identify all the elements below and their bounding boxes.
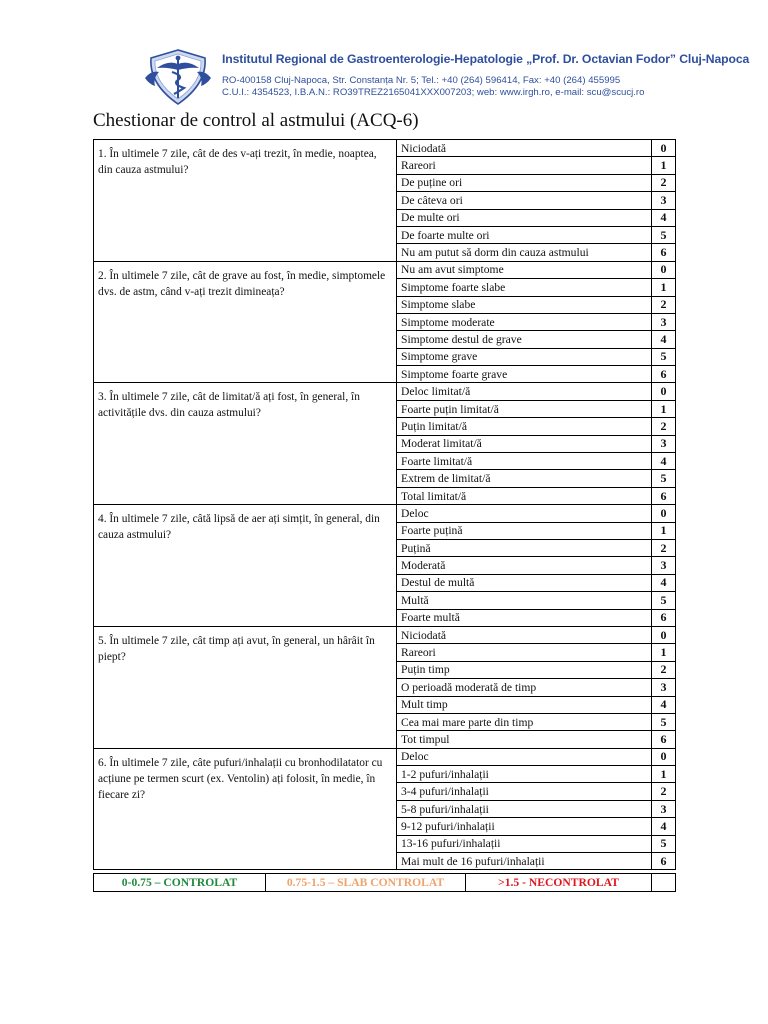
institute-name: Institutul Regional de Gastroenterologie-Hepatologie „Prof. Dr. Octavian Fodor” Cluj-Napoca xyxy=(222,52,750,66)
answer-option[interactable]: Foarte multă xyxy=(397,609,652,626)
answer-score: 5 xyxy=(652,470,676,487)
legend-total-cell xyxy=(652,874,676,892)
answer-row xyxy=(94,261,676,278)
page-title: Chestionar de control al astmului (ACQ-6) xyxy=(93,110,419,131)
answer-option[interactable]: 3-4 pufuri/inhalații xyxy=(397,783,652,800)
answer-option[interactable]: Puțină xyxy=(397,539,652,556)
answer-option[interactable]: Simptome moderate xyxy=(397,313,652,330)
legend-partly-controlled: 0.75-1.5 – SLAB CONTROLAT xyxy=(266,874,466,892)
answer-score: 4 xyxy=(652,574,676,591)
answer-option[interactable]: Foarte limitat/ă xyxy=(397,453,652,470)
answer-option[interactable]: Extrem de limitat/ă xyxy=(397,470,652,487)
answer-option[interactable]: Moderată xyxy=(397,557,652,574)
answer-option[interactable]: Deloc xyxy=(397,505,652,522)
caduceus-logo-icon xyxy=(143,48,213,106)
answer-option[interactable]: 1-2 pufuri/inhalații xyxy=(397,766,652,783)
answer-row xyxy=(94,626,676,643)
answer-option[interactable]: Niciodată xyxy=(397,140,652,157)
answer-score: 0 xyxy=(652,505,676,522)
answer-score: 1 xyxy=(652,522,676,539)
answer-score: 6 xyxy=(652,609,676,626)
answer-option[interactable]: Cea mai mare parte din timp xyxy=(397,713,652,730)
legend-controlled: 0-0.75 – CONTROLAT xyxy=(94,874,266,892)
answer-option[interactable]: Deloc xyxy=(397,748,652,765)
answer-score: 1 xyxy=(652,400,676,417)
question-text: 6. În ultimele 7 zile, câte pufuri/inhalații cu bronhodilatator cu acțiune pe termen scurt (ex. Ventolin) ați folosit, în medie, în fiecare zi? xyxy=(94,748,397,870)
answer-option[interactable]: Simptome foarte slabe xyxy=(397,279,652,296)
institute-header xyxy=(143,48,750,106)
answer-score: 2 xyxy=(652,296,676,313)
answer-option[interactable]: Mult timp xyxy=(397,696,652,713)
answer-score: 0 xyxy=(652,748,676,765)
answer-option[interactable]: Simptome slabe xyxy=(397,296,652,313)
answer-option[interactable]: Total limitat/ă xyxy=(397,487,652,504)
answer-score: 4 xyxy=(652,453,676,470)
answer-score: 2 xyxy=(652,783,676,800)
question-text: 4. În ultimele 7 zile, câtă lipsă de aer ați simțit, în general, din cauza astmului? xyxy=(94,505,397,627)
institute-address: RO-400158 Cluj-Napoca, Str. Constanța Nr. 5; Tel.: +40 (264) 596414, Fax: +40 (264) 455995 xyxy=(222,75,621,86)
answer-option[interactable]: De foarte multe ori xyxy=(397,226,652,243)
question-text: 5. În ultimele 7 zile, cât timp ați avut, în general, un hârâit în piept? xyxy=(94,626,397,748)
answer-score: 6 xyxy=(652,244,676,261)
answer-row xyxy=(94,748,676,765)
answer-option[interactable]: O perioadă moderată de timp xyxy=(397,679,652,696)
answer-score: 1 xyxy=(652,279,676,296)
answer-option[interactable]: De puține ori xyxy=(397,174,652,191)
answer-score: 3 xyxy=(652,557,676,574)
answer-option[interactable]: Puțin timp xyxy=(397,661,652,678)
answer-score: 4 xyxy=(652,331,676,348)
answer-option[interactable]: Tot timpul xyxy=(397,731,652,748)
answer-score: 3 xyxy=(652,192,676,209)
institute-ids: C.U.I.: 4354523, I.B.A.N.: RO39TREZ2165041XXX007203; web: www.irgh.ro, e-mail: scu@scucj.ro xyxy=(222,87,645,98)
answer-option[interactable]: Niciodată xyxy=(397,626,652,643)
answer-score: 1 xyxy=(652,766,676,783)
legend-uncontrolled: >1.5 - NECONTROLAT xyxy=(466,874,652,892)
answer-score: 6 xyxy=(652,366,676,383)
answer-row xyxy=(94,383,676,400)
answer-score: 6 xyxy=(652,487,676,504)
answer-score: 2 xyxy=(652,418,676,435)
answer-score: 5 xyxy=(652,713,676,730)
answer-option[interactable]: Foarte puțin limitat/ă xyxy=(397,400,652,417)
answer-score: 3 xyxy=(652,800,676,817)
legend-table xyxy=(93,873,676,892)
question-text: 2. În ultimele 7 zile, cât de grave au fost, în medie, simptomele dvs. de astm, când v-ați trezit dimineața? xyxy=(94,261,397,383)
answer-option[interactable]: Simptome grave xyxy=(397,348,652,365)
answer-score: 6 xyxy=(652,731,676,748)
answer-score: 0 xyxy=(652,261,676,278)
answer-row xyxy=(94,140,676,157)
answer-score: 4 xyxy=(652,818,676,835)
answer-score: 2 xyxy=(652,174,676,191)
answer-option[interactable]: Nu am avut simptome xyxy=(397,261,652,278)
answer-score: 1 xyxy=(652,157,676,174)
answer-score: 2 xyxy=(652,661,676,678)
answer-option[interactable]: 5-8 pufuri/inhalații xyxy=(397,800,652,817)
answer-score: 3 xyxy=(652,313,676,330)
answer-option[interactable]: Foarte puțină xyxy=(397,522,652,539)
answer-option[interactable]: Destul de multă xyxy=(397,574,652,591)
answer-score: 4 xyxy=(652,696,676,713)
answer-option[interactable]: Mai mult de 16 pufuri/inhalații xyxy=(397,853,652,870)
answer-score: 2 xyxy=(652,539,676,556)
answer-score: 5 xyxy=(652,835,676,852)
answer-option[interactable]: De câteva ori xyxy=(397,192,652,209)
answer-score: 3 xyxy=(652,435,676,452)
question-text: 1. În ultimele 7 zile, cât de des v-ați trezit, în medie, noaptea, din cauza astmului? xyxy=(94,140,397,262)
answer-row xyxy=(94,505,676,522)
answer-score: 3 xyxy=(652,679,676,696)
questionnaire-table xyxy=(93,139,676,870)
answer-score: 4 xyxy=(652,209,676,226)
answer-option[interactable]: Multă xyxy=(397,592,652,609)
answer-option[interactable]: Puțin limitat/ă xyxy=(397,418,652,435)
answer-score: 0 xyxy=(652,626,676,643)
answer-option[interactable]: Simptome foarte grave xyxy=(397,366,652,383)
answer-score: 5 xyxy=(652,592,676,609)
answer-score: 6 xyxy=(652,853,676,870)
answer-option[interactable]: Deloc limitat/ă xyxy=(397,383,652,400)
answer-option[interactable]: Rareori xyxy=(397,644,652,661)
question-text: 3. În ultimele 7 zile, cât de limitat/ă ați fost, în general, în activitățile dvs. din cauza astmului? xyxy=(94,383,397,505)
answer-option[interactable]: De multe ori xyxy=(397,209,652,226)
answer-score: 1 xyxy=(652,644,676,661)
answer-option[interactable]: Moderat limitat/ă xyxy=(397,435,652,452)
answer-option[interactable]: Rareori xyxy=(397,157,652,174)
answer-score: 0 xyxy=(652,383,676,400)
answer-score: 0 xyxy=(652,140,676,157)
answer-score: 5 xyxy=(652,226,676,243)
answer-score: 5 xyxy=(652,348,676,365)
answer-option[interactable]: Nu am putut să dorm din cauza astmului xyxy=(397,244,652,261)
answer-option[interactable]: 13-16 pufuri/inhalații xyxy=(397,835,652,852)
answer-option[interactable]: Simptome destul de grave xyxy=(397,331,652,348)
answer-option[interactable]: 9-12 pufuri/inhalații xyxy=(397,818,652,835)
